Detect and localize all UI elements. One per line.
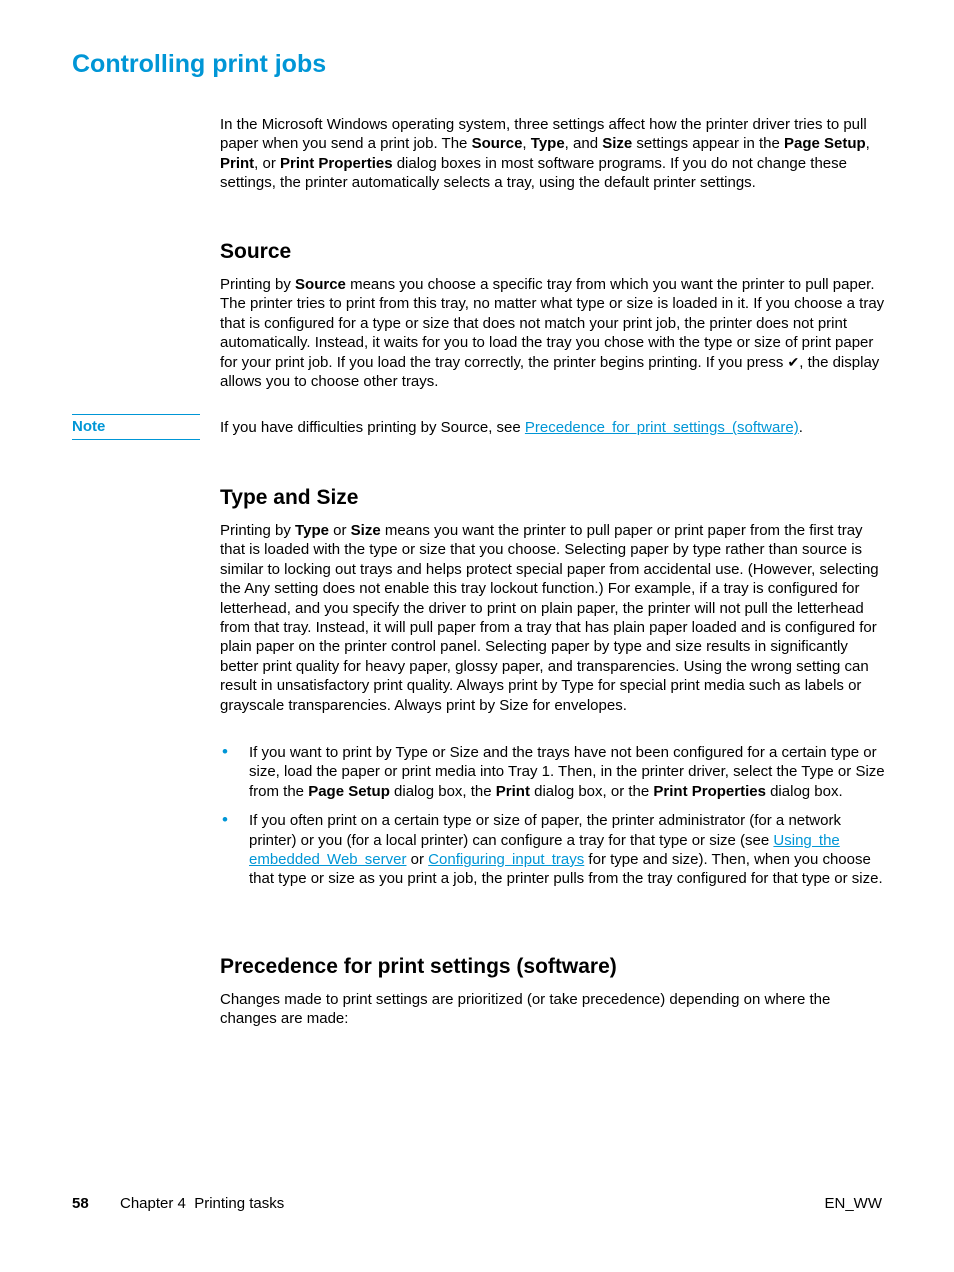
checkmark-icon: ✔ — [787, 353, 800, 370]
note-text: If you have difficulties printing by Source, see Precedence for print settings (software). — [220, 419, 803, 436]
chapter-label: Chapter 4 Printing tasks — [120, 1195, 285, 1212]
source-paragraph: Printing by Source means you choose a specific tray from which you want the printer to pull paper. The printer tries to print from this tray, no matter what type or size is loaded in it. If you choose a tray that is configured for a type or size that does not match your print job, the printer does not print automatically. Instead, it waits for you to load the tray you chose with the type or size of print paper for your print job. If you load the tray correctly, the printer begins printing. If you press ✔, the display allows you to choose other trays. — [220, 276, 885, 391]
bullet-icon: • — [222, 742, 228, 761]
precedence-heading: Precedence for print settings (software) — [220, 955, 617, 978]
list-item: • If you want to print by Type or Size and the trays have not been configured for a certain type or size, load the paper or print media into Tray 1. Then, in the printer driver, select the Type or Size from the Page Setup dialog box, the Print dialog box, or the Print Properties dialog box. — [222, 742, 885, 800]
page-title: Controlling print jobs — [72, 50, 327, 78]
edition-label: EN_WW — [824, 1195, 882, 1212]
type-size-paragraph: Printing by Type or Size means you want the printer to pull paper or print paper from the first tray that is loaded with the type or size that you choose. Selecting paper by type rather than source is similar to locking out trays and helps protect special paper from accidental use. (However, selecting the Any setting does not enable this tray lockout function.) For example, if a tray is configured for letterhead, and you specify the driver to print on plain paper, the printer will not pull the letterhead from that tray. Instead, it will pull paper from a tray that has plain paper loaded and is configured for plain paper on the printer control panel. Selecting paper by type and size results in significantly better print quality for heavy paper, glossy paper, and transparencies. Using the wrong setting can result in unsatisfactory print quality. Always print by Type for special print media such as labels or grayscale transparencies. Always print by Size for envelopes. — [220, 522, 879, 714]
configuring-input-trays-link[interactable]: Configuring input trays — [428, 851, 585, 869]
source-heading: Source — [220, 240, 292, 263]
list-item: • If you often print on a certain type or size of paper, the printer administrator (for a network printer) or you (for a local printer) can configure a tray for that type or size (see Using the embedded Web server or Configuring input trays for type and size). Then, when you choose that type or size as you print a job, the printer pulls from the tray configured for that type or size. — [222, 810, 883, 888]
precedence-link[interactable]: Precedence for print settings (software) — [524, 419, 799, 436]
type-size-heading: Type and Size — [220, 486, 359, 509]
embedded-web-server-link[interactable]: Using the embedded Web server — [249, 831, 840, 869]
note-label: Note — [72, 414, 200, 440]
intro-paragraph: In the Microsoft Windows operating system, three settings affect how the printer driver tries to pull paper when you send a print job. The Source, Type, and Size settings appear in the Page Setup, Print, or Print Properties dialog boxes in most software programs. If you do not change these settings, the printer automatically selects a tray, using the default printer settings. — [220, 116, 870, 192]
page-number: 58 — [72, 1195, 89, 1212]
bullet-icon: • — [222, 810, 228, 830]
precedence-paragraph: Changes made to print settings are prioritized (or take precedence) depending on where the changes are made: — [220, 991, 831, 1028]
type-size-bullet-list — [220, 743, 886, 889]
